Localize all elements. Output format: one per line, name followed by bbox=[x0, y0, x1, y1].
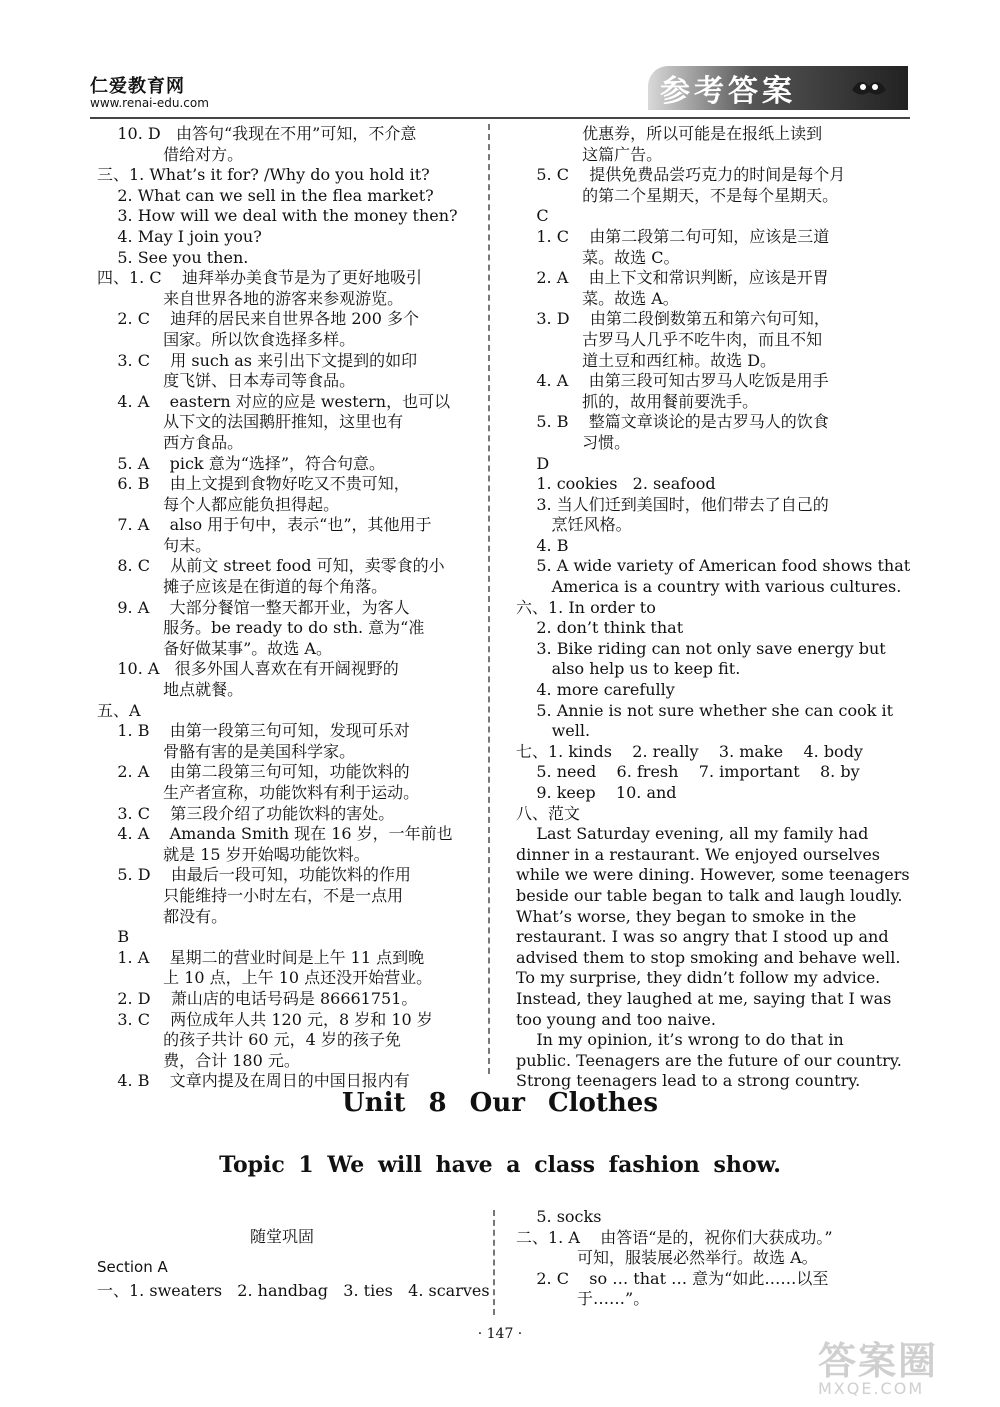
section-label: Section A bbox=[97, 1258, 168, 1276]
answer-line: 3. C 用 such as 来引出下文提到的如印 bbox=[97, 350, 418, 370]
answer-line: 从下文的法国鹅肝推知，这里也有 bbox=[97, 412, 404, 432]
answer-line: 10. A 很多外国人喜欢在有开阔视野的 bbox=[97, 659, 399, 679]
answer-line: 烹饪风格。 bbox=[516, 515, 632, 535]
answer-line: 1. C 由第二段第二句可知，应该是三道 bbox=[516, 226, 830, 246]
answer-line: 这篇广告。 bbox=[516, 144, 663, 164]
answer-line: 的第二个星期天，不是每个星期天。 bbox=[516, 185, 839, 205]
answer-line: 度飞饼、日本寿司等食品。 bbox=[97, 371, 356, 391]
answer-line: 优惠券，所以可能是在报纸上读到 bbox=[516, 124, 823, 143]
answer-line: 于……”。 bbox=[516, 1289, 650, 1309]
answer-line: 就是 15 岁开始喝功能饮料。 bbox=[97, 844, 370, 864]
answer-line: 抓的，故用餐前要洗手。 bbox=[516, 391, 759, 411]
answer-line: 4. A 由第三段可知古罗马人吃饭是用手 bbox=[516, 371, 829, 391]
answer-line: 4. May I join you? bbox=[97, 226, 262, 246]
answer-line: In my opinion, it’s wrong to do that in bbox=[516, 1030, 844, 1050]
answer-line: 4. A Amanda Smith 现在 16 岁，一年前也 bbox=[97, 824, 453, 844]
watermark-text: 答案圈 bbox=[818, 1339, 939, 1383]
answer-line: 8. C 从前文 street food 可知，卖零食的小 bbox=[97, 556, 445, 576]
answer-line: 地点就餐。 bbox=[97, 680, 244, 700]
answer-line: 2. C 迪拜的居民来自世界各地 200 多个 bbox=[97, 309, 419, 329]
answer-line: 一、1. sweaters 2. handbag 3. ties 4. scarves bbox=[97, 1281, 490, 1300]
answer-line: To my surprise, they didn’t follow my advice. bbox=[516, 968, 881, 988]
header-site-name: 仁爱教育网 bbox=[90, 76, 185, 97]
answer-line: 都没有。 bbox=[97, 906, 228, 926]
answer-line: too young and too naive. bbox=[516, 1009, 716, 1029]
answer-line: 习惯。 bbox=[516, 432, 631, 452]
answer-line: 道土豆和西红柿。故选 D。 bbox=[516, 350, 777, 370]
topic-title: Topic 1 We will have a class fashion show. bbox=[219, 1152, 781, 1178]
column-divider-bottom bbox=[493, 1210, 495, 1315]
answer-line: 服务。be ready to do sth. 意为“准 bbox=[97, 618, 425, 638]
unit-title: Unit 8 Our Clothes bbox=[342, 1088, 658, 1118]
watermark bbox=[818, 1330, 988, 1400]
answer-line: 八、范文 bbox=[516, 803, 581, 823]
answer-line: beside our table began to talk and laugh loudly. bbox=[516, 885, 903, 905]
answer-line: C bbox=[516, 206, 549, 226]
answer-line: dinner in a restaurant. We enjoyed ourselves bbox=[516, 844, 880, 864]
answer-line: 2. D 萧山店的电话号码是 86661751。 bbox=[97, 988, 418, 1008]
answer-line: D bbox=[516, 453, 550, 473]
answer-line: 9. A 大部分餐馆一整天都开业，为客人 bbox=[97, 597, 410, 617]
answer-line: 5. See you then. bbox=[97, 247, 249, 267]
answer-line: 每个人都应能负担得起。 bbox=[97, 494, 340, 514]
answer-line: 6. B 由上文提到食物好吃又不贵可知， bbox=[97, 474, 410, 494]
answer-line: well. bbox=[516, 721, 591, 741]
answer-line: 国家。所以饮食选择多样。 bbox=[97, 329, 356, 349]
answer-line: 5. D 由最后一段可知，功能饮料的作用 bbox=[97, 865, 411, 885]
answer-line: 五、A bbox=[97, 700, 141, 720]
answer-line: 上 10 点，上午 10 点还没开始营业。 bbox=[97, 968, 433, 988]
answer-line: 的孩子共计 60 元，4 岁的孩子免 bbox=[97, 1030, 401, 1050]
answer-line: 3. D 由第二段倒数第五和第六句可知， bbox=[516, 309, 830, 329]
answer-line: 5. Annie is not sure whether she can cook it bbox=[516, 700, 894, 720]
answer-line: America is a country with various cultures. bbox=[516, 577, 902, 597]
owl-logo-icon bbox=[848, 72, 890, 102]
bottom-right-column bbox=[516, 1207, 906, 1310]
header-rule bbox=[90, 117, 910, 119]
answer-line: 古罗马人几乎不吃牛肉，而且不知 bbox=[516, 329, 823, 349]
answer-line: 4. B bbox=[516, 535, 569, 555]
answer-line: 菜。故选 C。 bbox=[516, 247, 680, 267]
answer-line: 3. Bike riding can not only save energy but bbox=[516, 638, 886, 658]
answer-line: 10. D 由答句“我现在不用”可知，不介意 bbox=[97, 124, 417, 143]
answer-line: 七、1. kinds 2. really 3. make 4. body bbox=[516, 741, 863, 761]
answer-line: 2. don’t think that bbox=[516, 618, 684, 638]
answer-line: Strong teenagers lead to a strong country. bbox=[516, 1071, 861, 1091]
answer-line: 生产者宣称，功能饮料有利于运动。 bbox=[97, 783, 420, 802]
answer-line: 5. B 整篇文章谈论的是古罗马人的饮食 bbox=[516, 412, 829, 432]
subheading: 随堂巩固 bbox=[250, 1227, 315, 1246]
answer-line: 5. need 6. fresh 7. important 8. by bbox=[516, 762, 860, 782]
answer-line: B bbox=[97, 927, 130, 947]
answer-line: 只能维持一小时左右，不是一点用 bbox=[97, 885, 404, 905]
answer-line: 骨骼有害的是美国科学家。 bbox=[97, 741, 356, 761]
answer-line: 5. socks bbox=[516, 1207, 602, 1226]
watermark-url: MXQE.COM bbox=[818, 1379, 925, 1398]
answer-line: 4. more carefully bbox=[516, 680, 675, 700]
column-divider bbox=[488, 124, 490, 1074]
answer-line: 借给对方。 bbox=[97, 144, 244, 164]
answer-line: 5. C 提供免费品尝巧克力的时间是每个月 bbox=[516, 165, 846, 185]
answer-line: What’s worse, they began to smoke in the bbox=[516, 906, 857, 926]
answer-line: 4. B 文章内提及在周日的中国日报内有 bbox=[97, 1071, 410, 1091]
answer-line: Instead, they laughed at me, saying that I was bbox=[516, 988, 892, 1008]
answer-line: 5. A wide variety of American food shows that bbox=[516, 556, 911, 576]
answer-line: 2. A 由上下文和常识判断，应该是开胃 bbox=[516, 268, 829, 288]
answer-line: 可知，服装展必然举行。故选 A。 bbox=[516, 1248, 818, 1268]
answer-line: 2. C so … that … 意为“如此……以至 bbox=[516, 1268, 829, 1288]
answer-line: 西方食品。 bbox=[97, 432, 244, 452]
answer-line: 5. A pick 意为“选择”，符合句意。 bbox=[97, 453, 386, 473]
answer-line: restaurant. I was so angry that I stood up and bbox=[516, 927, 889, 947]
answer-line: 菜。故选 A。 bbox=[516, 288, 679, 308]
answer-line: 句末。 bbox=[97, 535, 212, 555]
answer-line: while we were dining. However, some teenagers bbox=[516, 865, 910, 885]
answer-line: 备好做某事”。故选 A。 bbox=[97, 638, 332, 658]
answer-line: 3. C 第三段介绍了功能饮料的害处。 bbox=[97, 803, 395, 823]
answer-line: 7. A also 用于句中，表示“也”，其他用于 bbox=[97, 515, 432, 535]
answer-line: 四、1. C 迪拜举办美食节是为了更好地吸引 bbox=[97, 268, 422, 288]
header-site-url: www.renai-edu.com bbox=[90, 96, 209, 110]
answer-line: public. Teenagers are the future of our country. bbox=[516, 1050, 902, 1070]
answer-line: Last Saturday evening, all my family had bbox=[516, 824, 869, 844]
answer-line: 4. A eastern 对应的应是 western，也可以 bbox=[97, 391, 451, 411]
answer-line: 9. keep 10. and bbox=[516, 783, 677, 802]
answer-line: 1. cookies 2. seafood bbox=[516, 474, 716, 494]
answer-line: 二、1. A 由答语“是的，祝你们大获成功。” bbox=[516, 1227, 833, 1247]
answer-line: 摊子应该是在街道的每个角落。 bbox=[97, 577, 388, 597]
answer-line: advised them to stop smoking and behave well. bbox=[516, 947, 901, 967]
left-column bbox=[97, 124, 482, 1092]
answer-line: 3. C 两位成年人共 120 元，8 岁和 10 岁 bbox=[97, 1009, 433, 1029]
right-column bbox=[516, 124, 911, 1092]
answer-line: 六、1. In order to bbox=[516, 597, 656, 617]
page-number: · 147 · bbox=[477, 1326, 523, 1342]
answer-line: 1. A 星期二的营业时间是上午 11 点到晚 bbox=[97, 947, 425, 967]
answer-line: also help us to keep fit. bbox=[516, 659, 741, 679]
answer-line: 1. B 由第一段第三句可知，发现可乐对 bbox=[97, 721, 410, 741]
answer-line: 3. 当人们迁到美国时，他们带去了自己的 bbox=[516, 494, 829, 514]
answer-line: 2. What can we sell in the flea market? bbox=[97, 185, 434, 205]
bottom-left-column bbox=[97, 1281, 490, 1302]
answer-line: 3. How will we deal with the money then? bbox=[97, 206, 458, 226]
answer-line: 来自世界各地的游客来参观游览。 bbox=[97, 288, 404, 308]
answer-line: 费，合计 180 元。 bbox=[97, 1050, 300, 1070]
header-title: 参考答案 bbox=[660, 74, 796, 109]
answer-line: 2. A 由第二段第三句可知，功能饮料的 bbox=[97, 762, 410, 782]
answer-line: 三、1. What’s it for? /Why do you hold it? bbox=[97, 165, 430, 185]
